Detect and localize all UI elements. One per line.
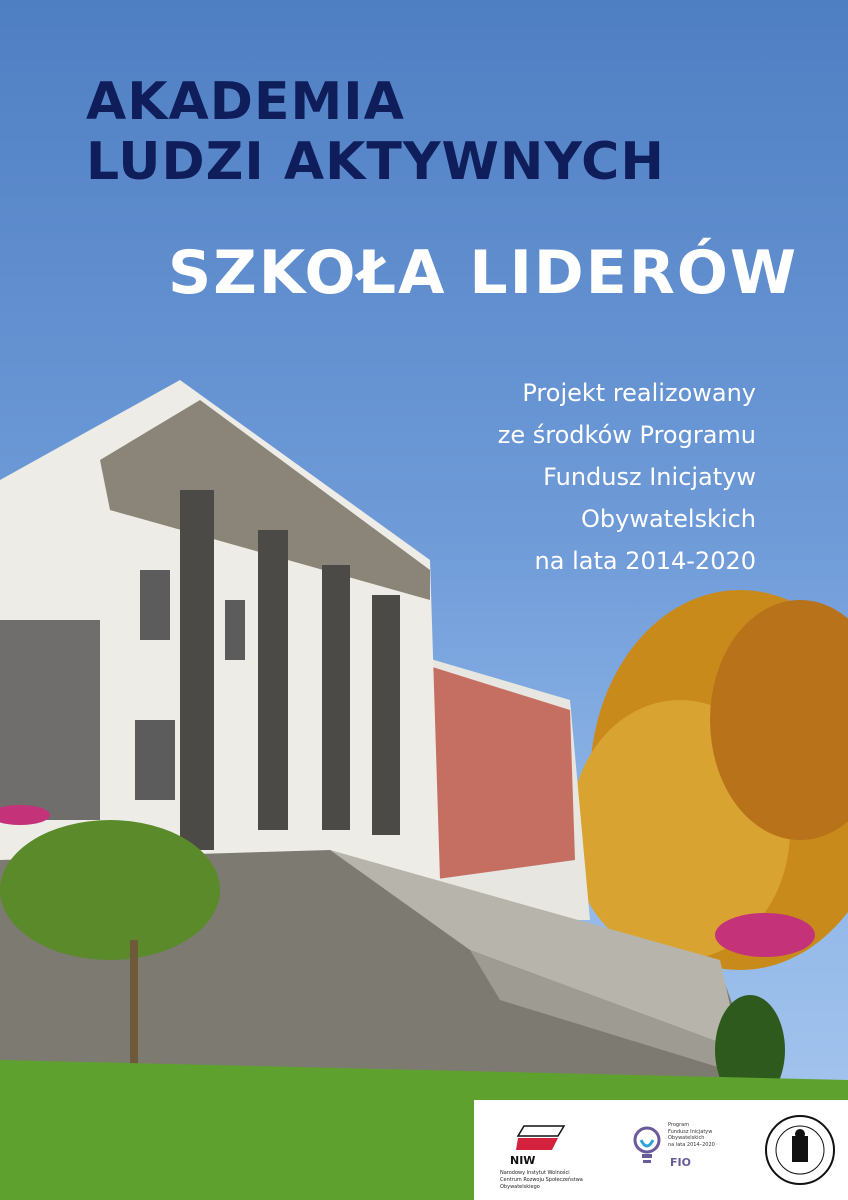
project-line-2: ze środków Programu bbox=[497, 421, 756, 449]
project-line-1: Projekt realizowany bbox=[522, 379, 756, 407]
fio-bulb-icon bbox=[630, 1124, 664, 1168]
niw-logo bbox=[500, 1118, 600, 1188]
niw-flag-icon bbox=[516, 1124, 566, 1152]
project-description bbox=[498, 372, 756, 582]
fio-program-text: Program Fundusz Inicjatyw Obywatelskich na lata 2014–2020 bbox=[668, 1122, 715, 1148]
title bbox=[86, 72, 665, 192]
project-line-4: Obywatelskich bbox=[581, 505, 756, 533]
foundation-seal-icon bbox=[764, 1114, 836, 1186]
title-line-2: LUDZI AKTYWNYCH bbox=[86, 132, 665, 192]
niw-name: NIW bbox=[510, 1154, 536, 1167]
project-line-3: Fundusz Inicjatyw bbox=[543, 463, 756, 491]
title-line-1: AKADEMIA bbox=[86, 72, 405, 132]
project-line-5: na lata 2014-2020 bbox=[534, 547, 756, 575]
fio-name: FIO bbox=[670, 1156, 691, 1169]
niw-subtitle: Narodowy Instytut Wolności Centrum Rozwoju Społeczeństwa Obywatelskiego bbox=[500, 1170, 583, 1190]
subtitle: SZKOŁA LIDERÓW bbox=[168, 238, 799, 308]
fio-logo bbox=[630, 1120, 730, 1184]
logo-bar bbox=[474, 1100, 848, 1200]
